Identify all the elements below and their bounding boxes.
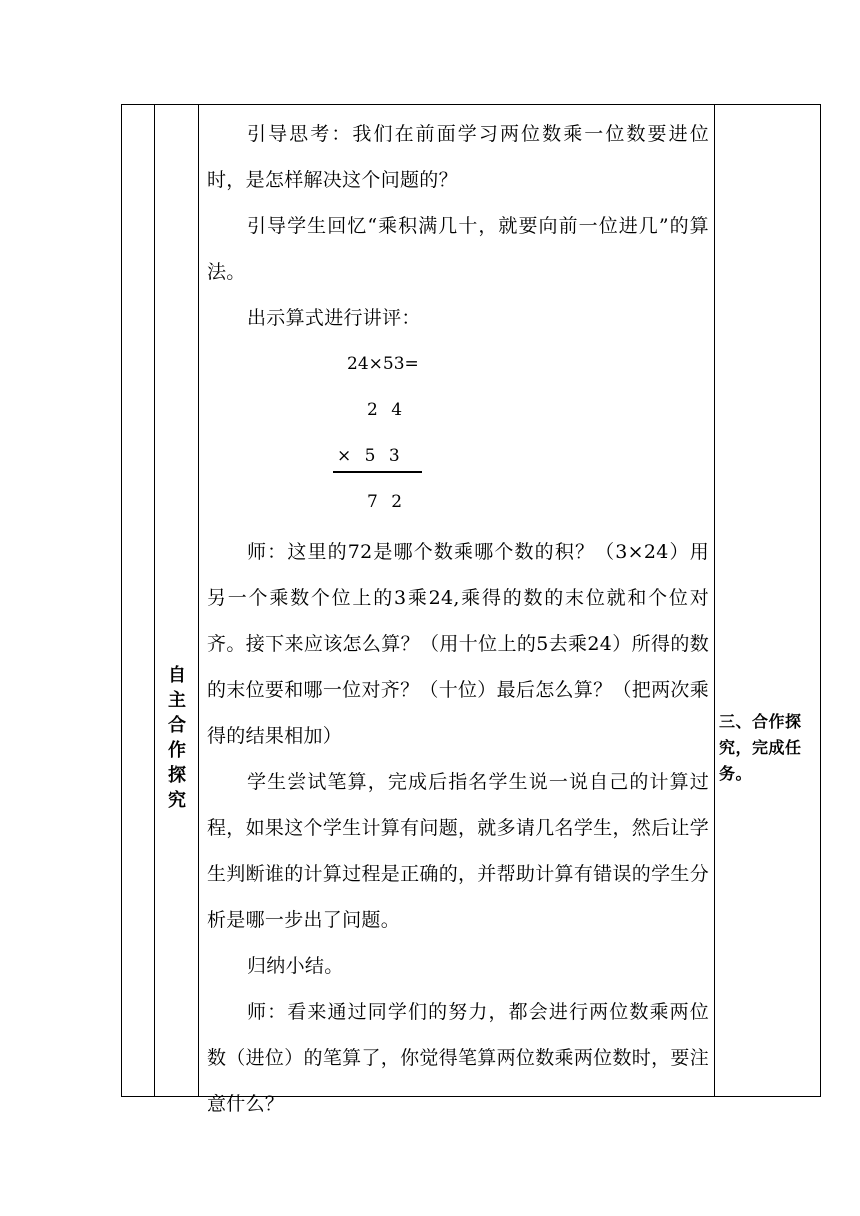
calc-partial-product: 7 2 xyxy=(367,492,407,512)
stage-char: 自 xyxy=(168,665,186,686)
stage-char: 主 xyxy=(168,690,186,711)
teacher-summary-paragraph: 师：看来通过同学们的努力，都会进行两位数乘两位数（进位）的笔算了，你觉得笔算两位数乘两位数时，要注意什么？ xyxy=(207,1001,709,1115)
summary-heading: 归纳小结。 xyxy=(247,955,344,977)
stage-char: 作 xyxy=(168,740,186,761)
intent-column xyxy=(715,105,820,1096)
calc-multiplicand: 2 4 xyxy=(367,400,407,420)
stage-column xyxy=(155,105,199,1096)
student-practice-paragraph: 学生尝试笔算，完成后指名学生说一说自己的计算过程，如果这个学生计算有问题，就多请几名学生，然后让学生判断谁的计算过程是正确的，并帮助计算有错误的学生分析是哪一步出了问题。 xyxy=(207,771,709,931)
intent-label: 三、合作探究，完成任务。 xyxy=(719,712,802,783)
stage-char: 探 xyxy=(168,765,186,786)
show-formula-paragraph: 出示算式进行讲评： xyxy=(247,307,421,329)
calc-multiplier: × 5 3 xyxy=(337,446,404,466)
stage-char: 究 xyxy=(168,790,186,811)
content-column xyxy=(199,105,715,1115)
stage-label xyxy=(155,663,199,813)
blank-column xyxy=(122,105,155,1096)
guide-thinking-paragraph: 引导思考：我们在前面学习两位数乘一位数要进位时，是怎样解决这个问题的？ xyxy=(207,123,709,191)
stage-char: 合 xyxy=(168,715,186,736)
calc-rule-line xyxy=(333,471,422,473)
teaching-content xyxy=(207,111,709,1127)
vertical-calculation xyxy=(207,341,709,529)
calc-expression: 24×53= xyxy=(347,354,419,374)
teacher-question-paragraph: 师：这里的72是哪个数乘哪个数的积？（3×24）用另一个乘数个位上的3乘24,乘得的数的末位就和个位对齐。接下来应该怎么算？（用十位上的5去乘24）所得的数的末位要和哪一位对齐？（十位）最后怎么算？（把两次乘得的结果相加） xyxy=(207,541,709,747)
recall-paragraph: 引导学生回忆“乘积满几十，就要向前一位进几”的算法。 xyxy=(207,215,709,283)
lesson-plan-table xyxy=(121,104,821,1115)
